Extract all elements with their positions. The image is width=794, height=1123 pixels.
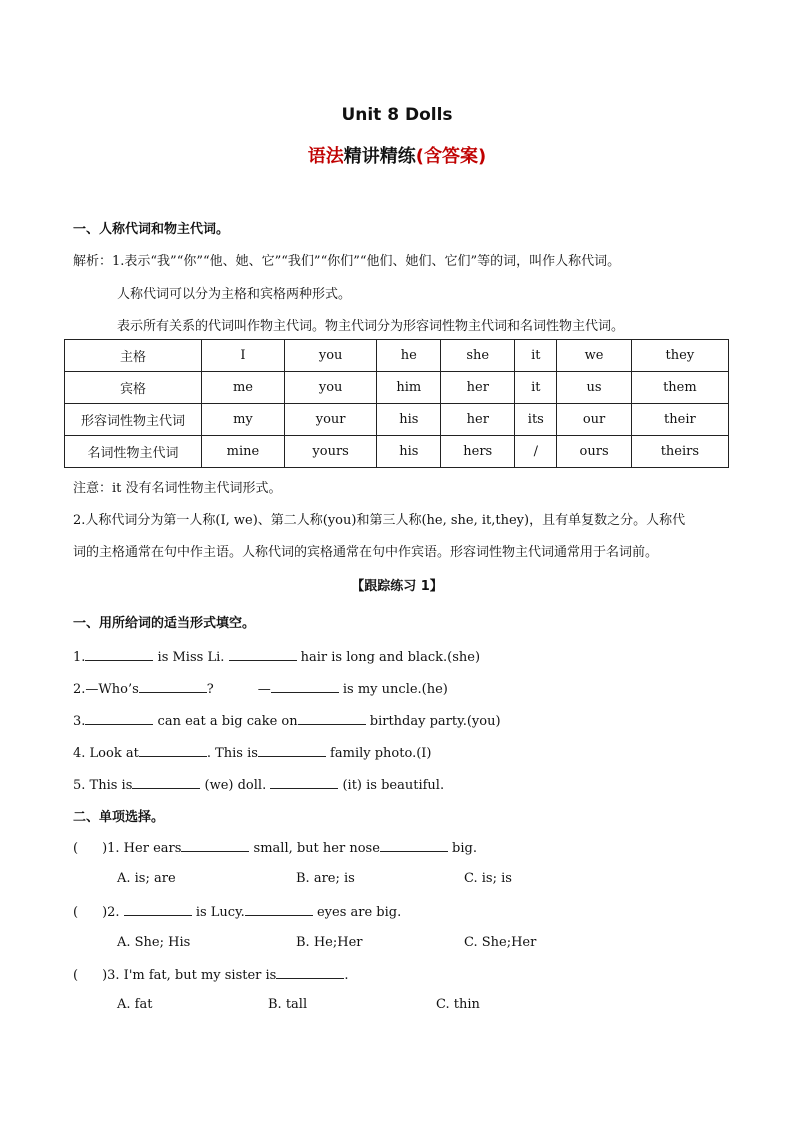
table-cell: I xyxy=(202,340,285,372)
part1-heading: 一、用所给词的适当形式填空。 xyxy=(73,616,256,631)
choice-3-option-c[interactable]: C. thin xyxy=(436,997,480,1012)
answer-paren[interactable]: ( xyxy=(73,841,79,856)
question-text: )1. Her ears xyxy=(102,841,182,856)
table-cell: its xyxy=(515,404,557,436)
table-cell: their xyxy=(631,404,728,436)
page-title: Unit 8 Dolls xyxy=(341,105,453,125)
fill-item-2 xyxy=(73,680,448,697)
answer-paren[interactable]: ( xyxy=(73,968,79,983)
choice-3-option-b[interactable]: B. tall xyxy=(268,997,308,1012)
row-header: 主格 xyxy=(65,340,202,372)
fill-text: hair is long and black.(she) xyxy=(296,650,481,665)
table-cell: her xyxy=(441,404,515,436)
answer-blank[interactable] xyxy=(380,839,448,852)
table-cell: them xyxy=(631,372,728,404)
table-cell: us xyxy=(557,372,631,404)
answer-blank[interactable] xyxy=(181,839,249,852)
table-cell: hers xyxy=(441,436,515,468)
practice-heading: 【跟踪练习 1】 xyxy=(351,579,443,594)
answer-blank[interactable] xyxy=(276,966,344,979)
table-cell: they xyxy=(631,340,728,372)
fill-text: 5. This is xyxy=(73,778,133,793)
choice-question-2 xyxy=(73,903,401,920)
point2-line1: 2.人称代词分为第一人称(I, we)、第二人称(you)和第三人称(he, she, it,they)，且有单复数之分。人称代 xyxy=(73,513,686,528)
answer-blank[interactable] xyxy=(132,776,200,789)
table-cell: his xyxy=(377,404,441,436)
answer-blank[interactable] xyxy=(298,712,366,725)
answer-blank[interactable] xyxy=(85,648,153,661)
note-it: 注意：it 没有名词性物主代词形式。 xyxy=(73,481,282,496)
fill-item-1 xyxy=(73,648,480,665)
table-cell: you xyxy=(284,340,376,372)
answer-blank[interactable] xyxy=(139,744,207,757)
question-text: big. xyxy=(447,841,477,856)
section1-line1: 解析：1.表示“我”“你”“他、她、它”“我们”“你们”“他们、她们、它们”等的词，叫作人称代词。 xyxy=(73,254,621,269)
table-row xyxy=(65,340,729,372)
table-cell: me xyxy=(202,372,285,404)
table-cell: his xyxy=(377,436,441,468)
fill-text: can eat a big cake on xyxy=(153,714,298,729)
fill-text: — xyxy=(257,682,271,697)
answer-blank[interactable] xyxy=(229,648,297,661)
fill-text: is Miss Li. xyxy=(153,650,229,665)
subtitle-part3: (含答案) xyxy=(415,146,487,167)
fill-text: ? xyxy=(206,682,214,697)
fill-item-4 xyxy=(73,744,432,761)
table-cell: him xyxy=(377,372,441,404)
answer-blank[interactable] xyxy=(270,776,338,789)
fill-text: 3. xyxy=(73,714,86,729)
fill-item-3 xyxy=(73,712,501,729)
table-cell: her xyxy=(441,372,515,404)
part2-heading: 二、单项选择。 xyxy=(73,810,165,825)
question-text: )3. I'm fat, but my sister is xyxy=(102,968,277,983)
fill-text: family photo.(I) xyxy=(325,746,432,761)
section1-line2: 人称代词可以分为主格和宾格两种形式。 xyxy=(117,287,352,302)
fill-item-5 xyxy=(73,776,444,793)
choice-3-option-a[interactable]: A. fat xyxy=(117,997,153,1012)
pronoun-table xyxy=(64,339,729,468)
fill-text: 4. Look at xyxy=(73,746,139,761)
row-header: 名词性物主代词 xyxy=(65,436,202,468)
table-cell: your xyxy=(284,404,376,436)
answer-blank[interactable] xyxy=(271,680,339,693)
page-subtitle xyxy=(0,142,794,168)
fill-text: (it) is beautiful. xyxy=(338,778,445,793)
table-cell: yours xyxy=(284,436,376,468)
table-cell: you xyxy=(284,372,376,404)
table-cell: she xyxy=(441,340,515,372)
fill-text: is my uncle.(he) xyxy=(338,682,448,697)
table-cell: / xyxy=(515,436,557,468)
choice-question-1 xyxy=(73,839,477,856)
choice-2-option-c[interactable]: C. She;Her xyxy=(464,935,537,950)
table-row xyxy=(65,372,729,404)
fill-text: birthday party.(you) xyxy=(365,714,501,729)
answer-blank[interactable] xyxy=(124,903,192,916)
subtitle-part2: 精讲精练 xyxy=(343,146,416,167)
choice-2-option-a[interactable]: A. She; His xyxy=(117,935,191,950)
row-header: 形容词性物主代词 xyxy=(65,404,202,436)
fill-text: . This is xyxy=(206,746,258,761)
fill-text: 1. xyxy=(73,650,86,665)
question-text: small, but her nose xyxy=(249,841,380,856)
table-cell: my xyxy=(202,404,285,436)
answer-blank[interactable] xyxy=(258,744,326,757)
table-cell: it xyxy=(515,372,557,404)
table-cell: our xyxy=(557,404,631,436)
question-text: eyes are big. xyxy=(312,905,402,920)
question-text: )2. xyxy=(102,905,124,920)
fill-text: 2.—Who’s xyxy=(73,682,139,697)
choice-question-3 xyxy=(73,966,349,983)
answer-blank[interactable] xyxy=(245,903,313,916)
section1-heading: 一、人称代词和物主代词。 xyxy=(73,222,230,237)
question-text: . xyxy=(344,968,349,983)
table-cell: theirs xyxy=(631,436,728,468)
table-cell: mine xyxy=(202,436,285,468)
table-cell: we xyxy=(557,340,631,372)
answer-paren[interactable]: ( xyxy=(73,905,79,920)
subtitle-part1: 语法 xyxy=(307,146,344,167)
table-cell: he xyxy=(377,340,441,372)
section1-line3: 表示所有关系的代词叫作物主代词。物主代词分为形容词性物主代词和名词性物主代词。 xyxy=(117,319,625,334)
answer-blank[interactable] xyxy=(139,680,207,693)
answer-blank[interactable] xyxy=(85,712,153,725)
question-text: is Lucy. xyxy=(191,905,245,920)
table-row xyxy=(65,436,729,468)
table-cell: ours xyxy=(557,436,631,468)
row-header: 宾格 xyxy=(65,372,202,404)
point2-line2: 词的主格通常在句中作主语。人称代词的宾格通常在句中作宾语。形容词性物主代词通常用于名词前。 xyxy=(73,545,659,560)
choice-2-option-b[interactable]: B. He;Her xyxy=(296,935,363,950)
choice-1-option-c[interactable]: C. is; is xyxy=(464,871,512,886)
choice-1-option-a[interactable]: A. is; are xyxy=(117,871,176,886)
choice-1-option-b[interactable]: B. are; is xyxy=(296,871,355,886)
table-row xyxy=(65,404,729,436)
fill-text: (we) doll. xyxy=(200,778,271,793)
table-cell: it xyxy=(515,340,557,372)
